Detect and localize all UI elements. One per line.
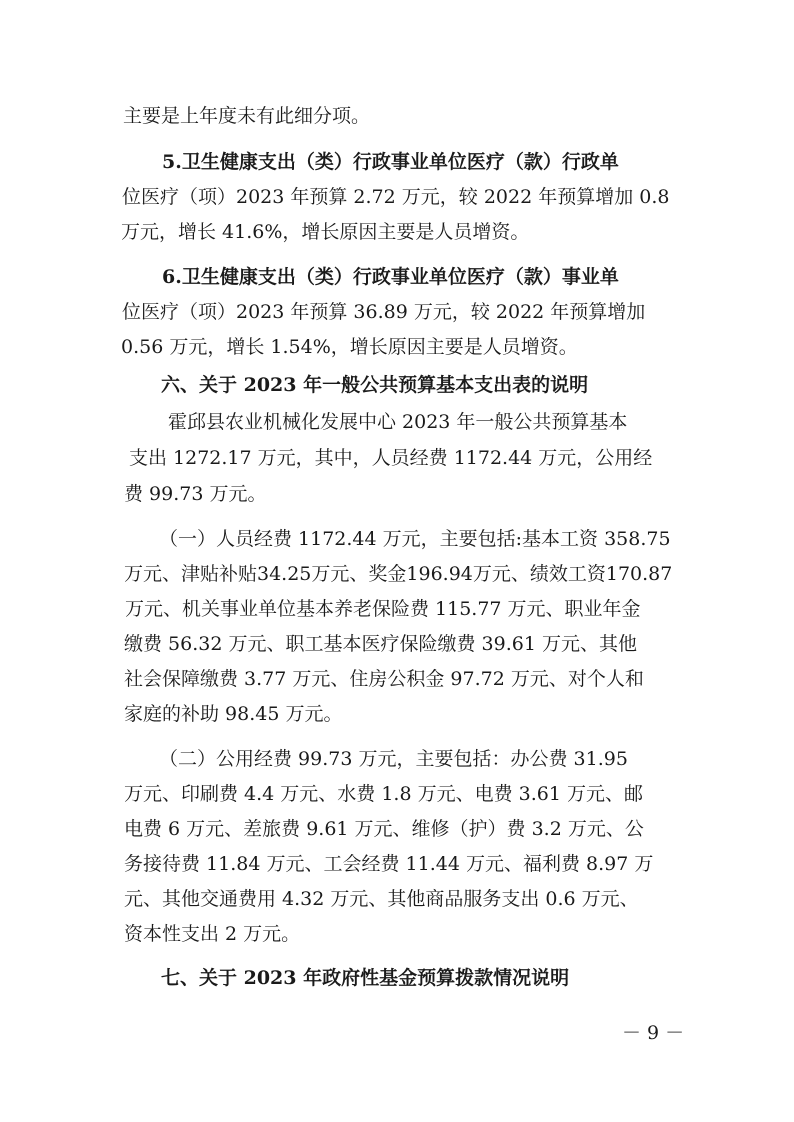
personnel-expense-line: 万元、机关事业单位基本养老保险费 115.77 万元、职业年金 xyxy=(125,598,641,620)
paragraph-line: 主要是上年度未有此细分项。 xyxy=(123,105,371,127)
item-5-line-3: 万元，增长 41.6%，增长原因主要是人员增资。 xyxy=(121,221,530,243)
personnel-expense-line: 缴费 56.32 万元、职工基本医疗保险缴费 39.61 万元、其他 xyxy=(124,633,637,655)
item-5-line-1: 5.卫生健康支出（类）行政事业单位医疗（款）行政单 xyxy=(162,151,619,173)
public-expense-line: 务接待费 11.84 万元、工会经费 11.44 万元、福利费 8.97 万 xyxy=(124,853,654,875)
public-expense-line: 资本性支出 2 万元。 xyxy=(124,923,301,945)
section-6-paragraph-line: 霍邱县农业机械化发展中心 2023 年一般公共预算基本 xyxy=(168,411,628,433)
personnel-expense-line: 社会保障缴费 3.77 万元、住房公积金 97.72 万元、对个人和 xyxy=(124,668,644,690)
section-6-paragraph-line: 支出 1272.17 万元，其中，人员经费 1172.44 万元，公用经 xyxy=(129,447,653,469)
public-expense-line: 电费 6 万元、差旅费 9.61 万元、维修（护）费 3.2 万元、公 xyxy=(124,818,644,840)
personnel-expense-line: 家庭的补助 98.45 万元。 xyxy=(124,703,343,725)
item-6-line-1: 6.卫生健康支出（类）行政事业单位医疗（款）事业单 xyxy=(162,266,619,288)
section-7-heading: 七、关于 2023 年政府性基金预算拨款情况说明 xyxy=(161,967,570,989)
page-number: － 9 － xyxy=(622,1022,685,1044)
item-6-line-3: 0.56 万元，增长 1.54%，增长原因主要是人员增资。 xyxy=(121,336,578,358)
item-5-line-2: 位医疗（项）2023 年预算 2.72 万元，较 2022 年预算增加 0.8 xyxy=(122,186,670,208)
public-expense-line: 万元、印刷费 4.4 万元、水费 1.8 万元、电费 3.61 万元、邮 xyxy=(124,783,643,805)
personnel-expense-line: （一）人员经费 1172.44 万元，主要包括:基本工资 358.75 xyxy=(159,528,671,550)
section-6-heading: 六、关于 2023 年一般公共预算基本支出表的说明 xyxy=(161,374,589,396)
personnel-expense-line: 万元、津贴补贴34.25万元、奖金196.94万元、绩效工资170.87 xyxy=(124,563,673,585)
public-expense-line: （二）公用经费 99.73 万元，主要包括：办公费 31.95 xyxy=(159,748,628,770)
public-expense-line: 元、其他交通费用 4.32 万元、其他商品服务支出 0.6 万元、 xyxy=(124,888,639,910)
item-6-line-2: 位医疗（项）2023 年预算 36.89 万元，较 2022 年预算增加 xyxy=(122,301,646,323)
section-6-paragraph-line: 费 99.73 万元。 xyxy=(124,483,267,505)
